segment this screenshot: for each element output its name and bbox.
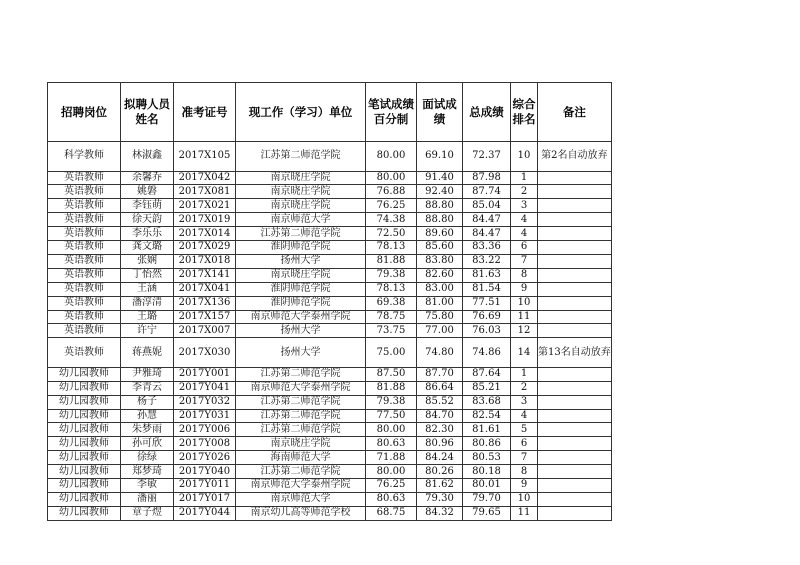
cell-rank: 11	[511, 506, 538, 520]
cell-name: 徐绿	[121, 451, 174, 465]
cell-position: 幼儿园教师	[48, 381, 121, 395]
table-row	[48, 479, 612, 493]
cell-position: 幼儿园教师	[48, 409, 121, 423]
table-row	[48, 423, 612, 437]
col-header-name: 拟聘人员姓名	[121, 83, 174, 142]
cell-name: 蒋燕妮	[121, 338, 174, 368]
cell-rank: 7	[511, 254, 538, 268]
cell-position: 英语教师	[48, 282, 121, 296]
cell-interview-score: 80.26	[417, 465, 463, 479]
cell-written-score: 78.13	[366, 241, 417, 255]
cell-exam-id: 2017X042	[174, 171, 236, 185]
cell-exam-id: 2017Y026	[174, 451, 236, 465]
cell-interview-score: 82.30	[417, 423, 463, 437]
cell-workplace: 南京师范大学泰州学院	[236, 479, 366, 493]
col-header-exam-id: 准考证号	[174, 83, 236, 142]
cell-remarks	[538, 254, 612, 268]
cell-total-score: 81.61	[463, 423, 511, 437]
cell-total-score: 83.68	[463, 395, 511, 409]
cell-interview-score: 89.60	[417, 227, 463, 241]
cell-exam-id: 2017X018	[174, 254, 236, 268]
cell-rank: 7	[511, 451, 538, 465]
cell-rank: 10	[511, 296, 538, 310]
cell-interview-score: 80.96	[417, 437, 463, 451]
cell-workplace: 扬州大学	[236, 338, 366, 368]
cell-total-score: 77.51	[463, 296, 511, 310]
cell-position: 英语教师	[48, 199, 121, 213]
cell-written-score: 78.13	[366, 282, 417, 296]
cell-position: 科学教师	[48, 142, 121, 172]
cell-total-score: 84.47	[463, 227, 511, 241]
cell-name: 丁怡然	[121, 268, 174, 282]
cell-workplace: 淮阴师范学院	[236, 296, 366, 310]
cell-remarks	[538, 395, 612, 409]
cell-name: 李钰萌	[121, 199, 174, 213]
table-row	[48, 451, 612, 465]
cell-interview-score: 85.52	[417, 395, 463, 409]
score-sheet	[47, 82, 612, 521]
cell-exam-id: 2017Y044	[174, 506, 236, 520]
cell-remarks	[538, 367, 612, 381]
table-row	[48, 492, 612, 506]
cell-remarks	[538, 241, 612, 255]
cell-interview-score: 83.00	[417, 282, 463, 296]
cell-exam-id: 2017Y001	[174, 367, 236, 381]
cell-rank: 6	[511, 241, 538, 255]
cell-exam-id: 2017X019	[174, 213, 236, 227]
cell-exam-id: 2017X030	[174, 338, 236, 368]
cell-written-score: 74.38	[366, 213, 417, 227]
cell-workplace: 淮阴师范学院	[236, 282, 366, 296]
cell-position: 英语教师	[48, 241, 121, 255]
cell-exam-id: 2017X136	[174, 296, 236, 310]
cell-position: 英语教师	[48, 254, 121, 268]
cell-position: 英语教师	[48, 338, 121, 368]
cell-position: 英语教师	[48, 185, 121, 199]
cell-interview-score: 81.00	[417, 296, 463, 310]
cell-remarks	[538, 437, 612, 451]
cell-workplace: 江苏第二师范学院	[236, 409, 366, 423]
cell-workplace: 淮阴师范学院	[236, 241, 366, 255]
table-body	[48, 142, 612, 521]
cell-written-score: 68.75	[366, 506, 417, 520]
cell-exam-id: 2017Y011	[174, 479, 236, 493]
cell-rank: 12	[511, 324, 538, 338]
cell-name: 郑梦琦	[121, 465, 174, 479]
cell-remarks	[538, 310, 612, 324]
cell-written-score: 71.88	[366, 451, 417, 465]
cell-rank: 1	[511, 171, 538, 185]
cell-name: 许宁	[121, 324, 174, 338]
cell-written-score: 73.75	[366, 324, 417, 338]
cell-interview-score: 79.30	[417, 492, 463, 506]
col-header-rank: 综合排名	[511, 83, 538, 142]
cell-exam-id: 2017Y041	[174, 381, 236, 395]
cell-workplace: 扬州大学	[236, 254, 366, 268]
cell-exam-id: 2017Y032	[174, 395, 236, 409]
cell-total-score: 80.86	[463, 437, 511, 451]
table-row	[48, 185, 612, 199]
cell-exam-id: 2017Y040	[174, 465, 236, 479]
cell-workplace: 江苏第二师范学院	[236, 227, 366, 241]
results-table	[47, 82, 612, 521]
cell-rank: 9	[511, 479, 538, 493]
cell-position: 幼儿园教师	[48, 437, 121, 451]
cell-exam-id: 2017X157	[174, 310, 236, 324]
cell-written-score: 69.38	[366, 296, 417, 310]
cell-interview-score: 75.80	[417, 310, 463, 324]
cell-total-score: 76.03	[463, 324, 511, 338]
table-row	[48, 324, 612, 338]
cell-position: 幼儿园教师	[48, 451, 121, 465]
col-header-position: 招聘岗位	[48, 83, 121, 142]
cell-exam-id: 2017X081	[174, 185, 236, 199]
cell-workplace: 南京师范大学泰州学院	[236, 381, 366, 395]
table-row	[48, 437, 612, 451]
cell-remarks	[538, 506, 612, 520]
cell-position: 幼儿园教师	[48, 492, 121, 506]
cell-remarks	[538, 409, 612, 423]
cell-exam-id: 2017X141	[174, 268, 236, 282]
cell-total-score: 87.64	[463, 367, 511, 381]
cell-name: 王涵	[121, 282, 174, 296]
cell-rank: 8	[511, 268, 538, 282]
cell-remarks	[538, 213, 612, 227]
cell-interview-score: 83.80	[417, 254, 463, 268]
cell-remarks: 第2名自动放弃	[538, 142, 612, 172]
cell-written-score: 77.50	[366, 409, 417, 423]
cell-written-score: 80.63	[366, 492, 417, 506]
cell-rank: 9	[511, 282, 538, 296]
cell-remarks	[538, 268, 612, 282]
cell-workplace: 江苏第二师范学院	[236, 367, 366, 381]
cell-workplace: 南京师范大学泰州学院	[236, 310, 366, 324]
table-row	[48, 506, 612, 520]
cell-rank: 8	[511, 465, 538, 479]
cell-exam-id: 2017X021	[174, 199, 236, 213]
col-header-written-score: 笔试成绩百分制	[366, 83, 417, 142]
cell-remarks	[538, 185, 612, 199]
cell-total-score: 79.70	[463, 492, 511, 506]
cell-workplace: 海南师范大学	[236, 451, 366, 465]
cell-remarks	[538, 381, 612, 395]
cell-position: 幼儿园教师	[48, 506, 121, 520]
cell-total-score: 81.54	[463, 282, 511, 296]
cell-total-score: 80.01	[463, 479, 511, 493]
cell-rank: 2	[511, 185, 538, 199]
cell-written-score: 80.00	[366, 171, 417, 185]
cell-workplace: 南京晓庄学院	[236, 171, 366, 185]
cell-rank: 4	[511, 409, 538, 423]
cell-remarks	[538, 227, 612, 241]
cell-remarks: 第13名自动放弃	[538, 338, 612, 368]
cell-position: 英语教师	[48, 171, 121, 185]
cell-name: 王璐	[121, 310, 174, 324]
cell-remarks	[538, 479, 612, 493]
table-row	[48, 227, 612, 241]
cell-remarks	[538, 465, 612, 479]
cell-name: 张娴	[121, 254, 174, 268]
cell-written-score: 79.38	[366, 268, 417, 282]
cell-total-score: 82.54	[463, 409, 511, 423]
table-row	[48, 199, 612, 213]
cell-workplace: 南京晓庄学院	[236, 268, 366, 282]
cell-total-score: 85.21	[463, 381, 511, 395]
col-header-workplace: 现工作（学习）单位	[236, 83, 366, 142]
table-row	[48, 171, 612, 185]
cell-total-score: 81.63	[463, 268, 511, 282]
table-row	[48, 465, 612, 479]
cell-exam-id: 2017X007	[174, 324, 236, 338]
cell-total-score: 74.86	[463, 338, 511, 368]
table-row	[48, 395, 612, 409]
cell-position: 英语教师	[48, 227, 121, 241]
cell-total-score: 76.69	[463, 310, 511, 324]
cell-written-score: 75.00	[366, 338, 417, 368]
cell-written-score: 80.63	[366, 437, 417, 451]
cell-exam-id: 2017X105	[174, 142, 236, 172]
cell-name: 杨子	[121, 395, 174, 409]
cell-interview-score: 82.60	[417, 268, 463, 282]
cell-name: 姚磐	[121, 185, 174, 199]
cell-position: 英语教师	[48, 213, 121, 227]
cell-interview-score: 88.80	[417, 213, 463, 227]
table-row	[48, 213, 612, 227]
cell-name: 孙可欣	[121, 437, 174, 451]
cell-interview-score: 91.40	[417, 171, 463, 185]
cell-written-score: 81.88	[366, 254, 417, 268]
cell-rank: 3	[511, 395, 538, 409]
cell-total-score: 80.53	[463, 451, 511, 465]
cell-name: 李青云	[121, 381, 174, 395]
cell-name: 李乐乐	[121, 227, 174, 241]
cell-interview-score: 81.62	[417, 479, 463, 493]
cell-workplace: 南京师范大学	[236, 492, 366, 506]
cell-total-score: 79.65	[463, 506, 511, 520]
cell-rank: 10	[511, 142, 538, 172]
cell-name: 龚文璐	[121, 241, 174, 255]
cell-exam-id: 2017X014	[174, 227, 236, 241]
cell-remarks	[538, 324, 612, 338]
cell-rank: 2	[511, 381, 538, 395]
table-row	[48, 296, 612, 310]
cell-name: 孙慧	[121, 409, 174, 423]
cell-remarks	[538, 423, 612, 437]
cell-name: 徐天韵	[121, 213, 174, 227]
col-header-remarks: 备注	[538, 83, 612, 142]
table-row	[48, 254, 612, 268]
cell-workplace: 南京师范大学	[236, 213, 366, 227]
cell-interview-score: 88.80	[417, 199, 463, 213]
cell-written-score: 79.38	[366, 395, 417, 409]
cell-position: 英语教师	[48, 310, 121, 324]
cell-written-score: 72.50	[366, 227, 417, 241]
cell-remarks	[538, 492, 612, 506]
col-header-interview-score: 面试成绩	[417, 83, 463, 142]
cell-total-score: 72.37	[463, 142, 511, 172]
cell-exam-id: 2017Y031	[174, 409, 236, 423]
cell-rank: 1	[511, 367, 538, 381]
cell-position: 英语教师	[48, 268, 121, 282]
cell-name: 李敏	[121, 479, 174, 493]
cell-rank: 14	[511, 338, 538, 368]
cell-written-score: 78.75	[366, 310, 417, 324]
table-row	[48, 367, 612, 381]
cell-written-score: 80.00	[366, 423, 417, 437]
cell-name: 章子煜	[121, 506, 174, 520]
table-row	[48, 338, 612, 368]
cell-total-score: 87.74	[463, 185, 511, 199]
cell-name: 尹雅琦	[121, 367, 174, 381]
cell-written-score: 80.00	[366, 465, 417, 479]
cell-total-score: 83.36	[463, 241, 511, 255]
cell-interview-score: 84.24	[417, 451, 463, 465]
table-row	[48, 282, 612, 296]
cell-written-score: 80.00	[366, 142, 417, 172]
cell-rank: 4	[511, 213, 538, 227]
cell-workplace: 江苏第二师范学院	[236, 465, 366, 479]
cell-interview-score: 87.70	[417, 367, 463, 381]
cell-interview-score: 77.00	[417, 324, 463, 338]
cell-position: 幼儿园教师	[48, 465, 121, 479]
cell-remarks	[538, 451, 612, 465]
cell-exam-id: 2017X029	[174, 241, 236, 255]
cell-remarks	[538, 296, 612, 310]
cell-rank: 3	[511, 199, 538, 213]
table-row	[48, 241, 612, 255]
cell-remarks	[538, 171, 612, 185]
cell-name: 潘淳清	[121, 296, 174, 310]
cell-rank: 4	[511, 227, 538, 241]
cell-interview-score: 86.64	[417, 381, 463, 395]
cell-workplace: 江苏第二师范学院	[236, 142, 366, 172]
cell-rank: 10	[511, 492, 538, 506]
cell-workplace: 南京晓庄学院	[236, 437, 366, 451]
cell-position: 幼儿园教师	[48, 395, 121, 409]
table-row	[48, 409, 612, 423]
table-row	[48, 268, 612, 282]
cell-name: 余馨乔	[121, 171, 174, 185]
cell-workplace: 江苏第二师范学院	[236, 395, 366, 409]
cell-written-score: 81.88	[366, 381, 417, 395]
cell-written-score: 76.25	[366, 479, 417, 493]
cell-workplace: 江苏第二师范学院	[236, 423, 366, 437]
cell-exam-id: 2017Y008	[174, 437, 236, 451]
cell-rank: 11	[511, 310, 538, 324]
cell-rank: 6	[511, 437, 538, 451]
cell-total-score: 87.98	[463, 171, 511, 185]
cell-total-score: 85.04	[463, 199, 511, 213]
cell-remarks	[538, 199, 612, 213]
cell-interview-score: 84.32	[417, 506, 463, 520]
cell-total-score: 84.47	[463, 213, 511, 227]
cell-exam-id: 2017Y017	[174, 492, 236, 506]
cell-interview-score: 92.40	[417, 185, 463, 199]
header-row	[48, 83, 612, 142]
cell-workplace: 南京幼儿高等师范学校	[236, 506, 366, 520]
col-header-total-score: 总成绩	[463, 83, 511, 142]
cell-position: 幼儿园教师	[48, 367, 121, 381]
cell-interview-score: 69.10	[417, 142, 463, 172]
cell-written-score: 76.88	[366, 185, 417, 199]
cell-remarks	[538, 282, 612, 296]
cell-name: 朱梦雨	[121, 423, 174, 437]
cell-interview-score: 74.80	[417, 338, 463, 368]
cell-interview-score: 85.60	[417, 241, 463, 255]
cell-total-score: 83.22	[463, 254, 511, 268]
cell-interview-score: 84.70	[417, 409, 463, 423]
cell-position: 英语教师	[48, 296, 121, 310]
cell-workplace: 南京晓庄学院	[236, 185, 366, 199]
cell-position: 英语教师	[48, 324, 121, 338]
cell-rank: 5	[511, 423, 538, 437]
table-row	[48, 142, 612, 172]
cell-written-score: 76.25	[366, 199, 417, 213]
cell-total-score: 80.18	[463, 465, 511, 479]
cell-written-score: 87.50	[366, 367, 417, 381]
cell-position: 幼儿园教师	[48, 423, 121, 437]
table-row	[48, 381, 612, 395]
cell-position: 幼儿园教师	[48, 479, 121, 493]
cell-exam-id: 2017Y006	[174, 423, 236, 437]
cell-workplace: 南京晓庄学院	[236, 199, 366, 213]
cell-exam-id: 2017X041	[174, 282, 236, 296]
cell-name: 林淑鑫	[121, 142, 174, 172]
table-row	[48, 310, 612, 324]
cell-name: 潘丽	[121, 492, 174, 506]
cell-workplace: 扬州大学	[236, 324, 366, 338]
